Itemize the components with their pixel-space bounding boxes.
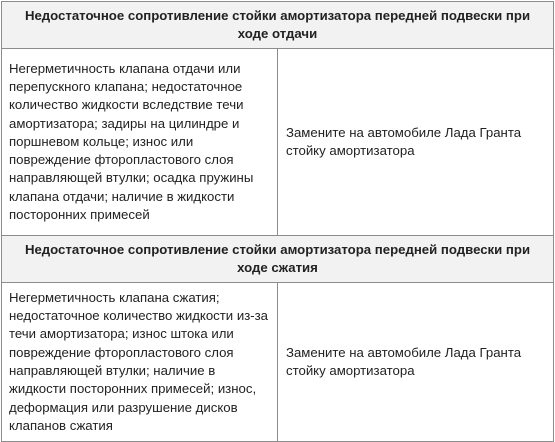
remedy-cell-rebound: Замените на автомобиле Лада Гранта стойку амортизатора bbox=[278, 49, 554, 236]
cause-cell-rebound: Негерметичность клапана отдачи или перепускного клапана; недостаточное количество жидкости вследствие течи амортизатора; задиры на цилиндре и поршневом кольце; износ или повреждение фторопластового слоя направляющей втулки; осадка пружины клапана отдачи; наличие в жидкости посторонних примесей bbox=[2, 49, 278, 236]
remedy-cell-compression: Замените на автомобиле Лада Гранта стойку амортизатора bbox=[278, 283, 554, 442]
section-header-row bbox=[2, 2, 554, 49]
section-body-row bbox=[2, 49, 554, 236]
section-header-rebound: Недостаточное сопротивление стойки амортизатора передней подвески при ходе отдачи bbox=[2, 2, 554, 49]
section-header-compression: Недостаточное сопротивление стойки амортизатора передней подвески при ходе сжатия bbox=[2, 236, 554, 283]
section-header-row bbox=[2, 236, 554, 283]
diagnostic-table bbox=[1, 1, 554, 442]
section-body-row bbox=[2, 283, 554, 442]
cause-cell-compression: Негерметичность клапана сжатия; недостаточное количество жидкости из-за течи амортизатора; износ штока или повреждение фторопластового слоя направляющей втулки; наличие в жидкости посторонних примесей; износ, деформация или разрушение дисков клапанов сжатия bbox=[2, 283, 278, 442]
